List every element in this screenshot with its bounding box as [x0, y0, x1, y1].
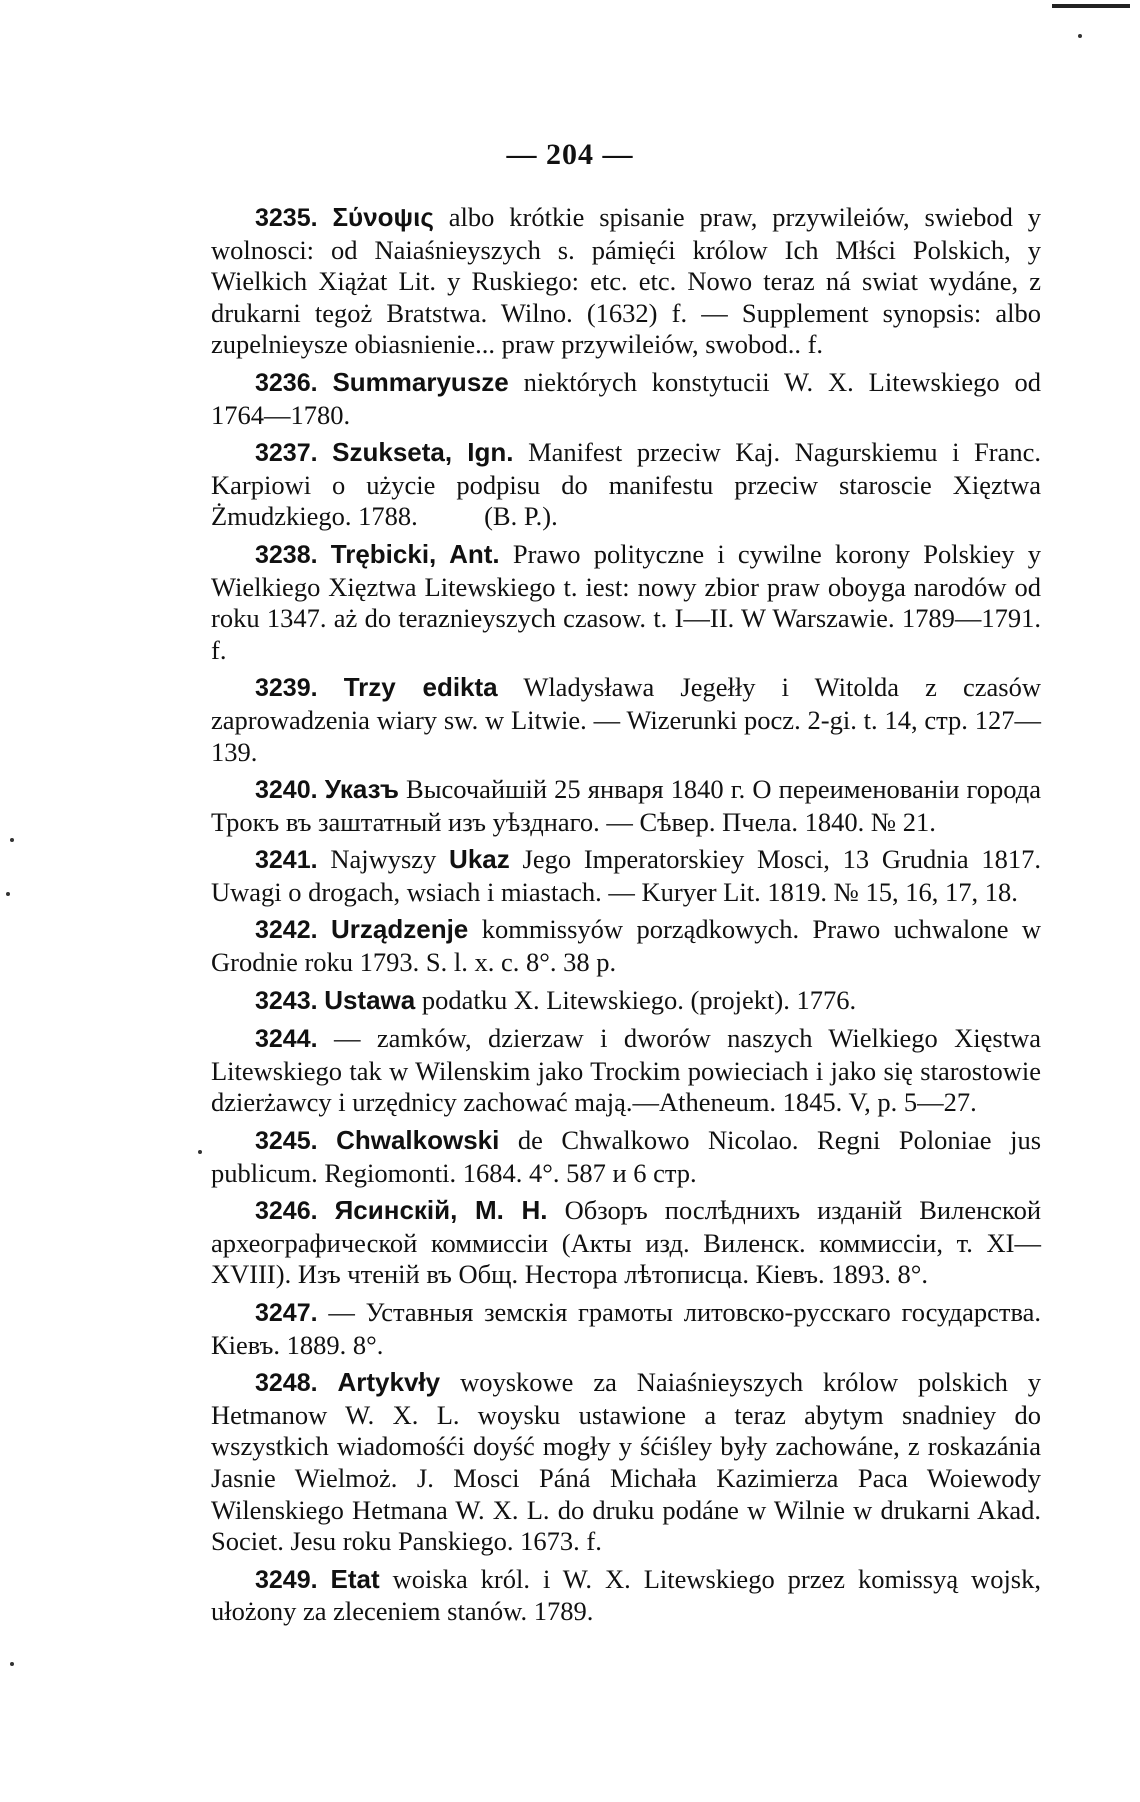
entry-text: Обзоръ послѣднихъ изданiй Виленской археографической коммиссiи (Акты изд. Виленск. коммиссiи, т. XI—XVIII). Изъ чтенiй въ Общ. Нестора лѣтописца. Кiевъ. 1893. 8°. — [211, 1195, 1041, 1290]
entry-number: 3242. — [255, 916, 318, 945]
entry-3237 — [211, 437, 1041, 533]
entry-3247 — [211, 1297, 1041, 1361]
entry-text: niektórych konstytucii W. X. Litewskiego od 1764—1780. — [211, 366, 1042, 430]
entry-heading: Σύνοψις — [332, 202, 434, 232]
scan-speck — [10, 1662, 14, 1666]
entry-pre-heading: Najwyszy — [330, 844, 437, 875]
entry-number: 3239. — [255, 674, 318, 703]
entry-text: Wladysława Jegełły i Witolda z czasów zaprowadzenia wiary sw. w Litwie. — Wizerunki pocz. 2-gi. t. 14, стр. 127—139. — [211, 672, 1042, 767]
entry-text: Высочайшiй 25 января 1840 г. О переименованiи города Трокъ въ заштатный изъ уѣзднаго. — Сѣвер. Пчела. 1840. № 21. — [211, 774, 1041, 837]
scan-speck — [10, 838, 14, 842]
entry-heading: Artykvły — [337, 1367, 441, 1398]
entry-number: 3243. — [255, 986, 318, 1015]
entry-heading: Trzy edikta — [343, 672, 498, 703]
entry-text: podatku X. Litewskiego. (projekt). 1776. — [421, 984, 857, 1015]
entry-heading: Szukseta, Ign. — [332, 437, 514, 468]
scan-speck — [198, 1150, 202, 1154]
entry-text: Jego Imperatorskiey Mosci, 13 Grudnia 1817. Uwagi o drogach, wsiach i miastach. — Kuryer Lit. 1819. № 15, 16, 17, 18. — [211, 844, 1042, 907]
entry-number: 3249. — [255, 1565, 318, 1594]
bibliography-entries — [211, 202, 1041, 1634]
entry-text: albo krótkie spisanie praw, przywileiów, swiebod y wolnosci: od Naiaśnieyszych s. pámięći królow Ich Młści Polskich, y Wielkich Xiążat Lit. y Ruskiego: etc. etc. Nowo teraz ná swiat wydáne, z drukarni tegoż Bratstwa. Wilno. (1632) f. — Supplement synopsis: albo zupelnieysze obiasnienie... praw przywileiów, swobod.. f. — [211, 202, 1041, 360]
entry-heading: Ukaz — [449, 844, 510, 875]
entry-heading: Chwalkowski — [336, 1125, 500, 1156]
entry-3239 — [211, 672, 1041, 768]
entry-text: — Уставныя земскiя грамоты литовско-русскаго государства. Кiевъ. 1889. 8°. — [211, 1297, 1041, 1360]
entry-number: 3240. — [255, 776, 318, 805]
entry-3248 — [211, 1367, 1041, 1558]
entry-text: woyskowe za Naiaśnieyszych królow polskich y Hetmanow W. X. L. woysku ustawione a teraz abytym snadniey do wszystkich wiadomośći doyść mogły y śćiśley były zachowáne, z roskazánia Jasnie Wielmoż. J. Mosci Páná Michała Kazimierza Paca Woiewody Wilenskiego Hetmana W. X. L. do druku podáne w Wilnie w drukarni Akad. Societ. Jesu roku Panskiego. 1673. f. — [211, 1367, 1042, 1557]
entry-number: 3245. — [255, 1127, 318, 1156]
entry-number: 3236. — [255, 368, 318, 397]
entry-source-note: (B. P.). — [484, 501, 558, 532]
entry-3249 — [211, 1564, 1041, 1628]
entry-number: 3246. — [255, 1197, 318, 1226]
entry-heading: Ustawa — [324, 984, 416, 1015]
entry-3246 — [211, 1195, 1041, 1291]
entry-text: kommissyów porządkowych. Prawo uchwalone w Grodnie roku 1793. S. l. x. c. 8°. 38 p. — [211, 914, 1042, 978]
scan-speck — [6, 892, 10, 896]
entry-number: 3247. — [255, 1299, 318, 1327]
entry-heading: Ясинскiй, М. Н. — [334, 1195, 548, 1226]
entry-text: Manifest przeciw Kaj. Nagurskiemu i Franc. Karpiowi o użycie podpisu do manifestu przeciw staroscie Xięztwa Żmudzkiego. 1788. — [211, 437, 1041, 532]
entry-3244 — [211, 1023, 1041, 1119]
entry-3241 — [211, 844, 1041, 908]
entry-3238 — [211, 539, 1041, 666]
entry-3242 — [211, 914, 1041, 978]
entry-3235 — [211, 202, 1041, 361]
entry-number: 3244. — [255, 1025, 318, 1054]
page-number: — 204 — — [506, 138, 634, 171]
entry-3245 — [211, 1125, 1041, 1189]
entry-number: 3237. — [255, 439, 318, 468]
entry-number: 3248. — [255, 1369, 318, 1398]
entry-text: Prawo polityczne i cywilne korony Polskiey y Wielkiego Xięztwa Litewskiego t. iest: nowy zbior praw oboyga narodów od roku 1347. aż do teraznieyszych czasow. t. I—II. W Warszawie. 1789—1791. f. — [211, 538, 1041, 665]
entry-heading: Указъ — [324, 774, 399, 805]
scan-speck — [1078, 34, 1082, 38]
entry-3236 — [211, 367, 1041, 431]
entry-text: — zamków, dzierzaw i dworów naszych Wielkiego Xięstwa Litewskiego tak w Wilenskim jako Trockim powieciach i jako się starostowie dzierżawcy i urzędnicy zachować mają.—Atheneum. 1845. V, p. 5—27. — [211, 1023, 1041, 1118]
entry-text: de Chwalkowo Nicolao. Regni Poloniae jus publicum. Regiomonti. 1684. 4°. 587 и 6 стр. — [211, 1125, 1042, 1188]
entry-3243 — [211, 985, 1041, 1018]
entry-number: 3238. — [255, 540, 318, 569]
entry-heading: Summaryusze — [332, 366, 509, 397]
entry-number: 3241. — [255, 846, 318, 875]
entry-heading: Etat — [330, 1563, 380, 1594]
entry-heading: Trębicki, Ant. — [330, 538, 500, 569]
entry-text: woiska król. i W. X. Litewskiego przez komissyą wojsk, ułożony za zleceniem stanów. 1789. — [211, 1563, 1041, 1627]
entry-number: 3235. — [255, 204, 318, 232]
entry-heading: Urządzenje — [331, 914, 469, 945]
entry-3240 — [211, 774, 1041, 838]
scan-edge-mark — [1052, 4, 1130, 8]
